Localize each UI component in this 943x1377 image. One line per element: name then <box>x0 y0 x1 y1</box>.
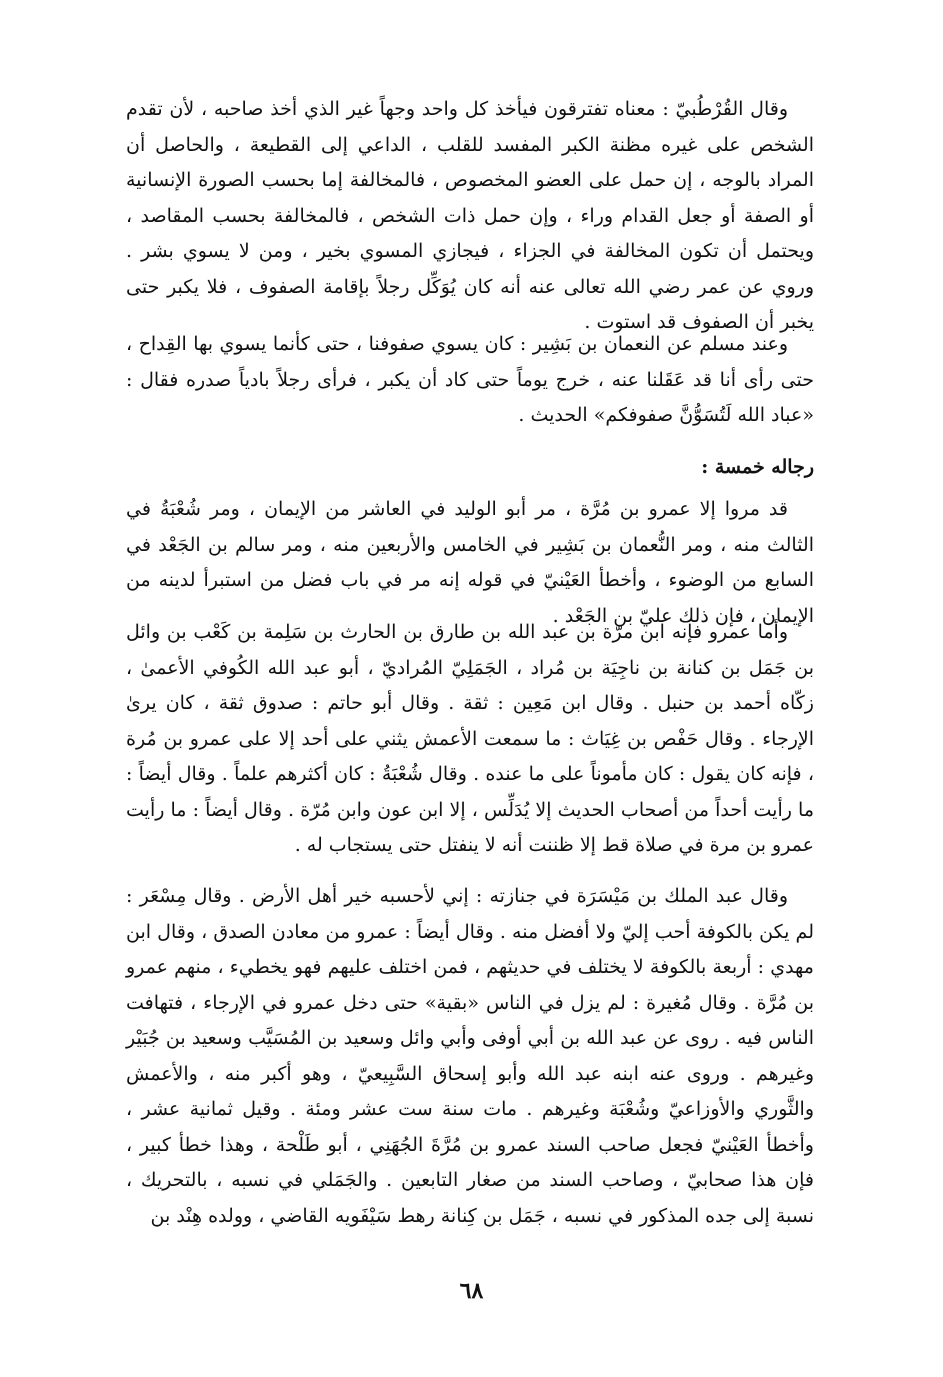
section-heading-block <box>126 450 814 486</box>
page-number: ٦٨ <box>459 1278 484 1304</box>
paragraph-amr-bin-murra <box>126 615 814 864</box>
section-heading: رجاله خمسة : <box>701 456 814 478</box>
paragraph-text: وأما عمرو فإنه ابن مرّة بن عبد الله بن طارق بن الحارث بن سَلِمة بن كَعْب بن وائل بن جَمَل بن كنانة بن ناجِيَة بن مُراد ، الجَمَلِيّ المُراديّ ، أبو عبد الله الكُوفي الأعمىٰ ، زكّاه أحمد بن حنبل . وقال ابن مَعِين : ثقة . وقال أبو حاتم : صدوق ثقة ، كان يرىٰ الإرجاء . وقال حَفْص بن غِيَاث : ما سمعت الأعمش يثني على أحد إلا على عمرو بن مُرة ، فإنه كان يقول : كان مأموناً على ما عنده . وقال شُعْبَةُ : كان أكثرهم علماً . وقال أيضاً : ما رأيت أحداً من أصحاب الحديث إلا يُدَلِّس ، إلا ابن عون وابن مُرّة . وقال أيضاً : ما رأيت عمرو بن مرة في صلاة قط إلا ظننت أنه لا ينفتل حتى يستجاب له . <box>126 621 814 856</box>
paragraph-muslim-numan <box>126 327 814 434</box>
paragraph-text: وقال عبد الملك بن مَيْسَرَة في جنازته : إني لأحسبه خير أهل الأرض . وقال مِسْعَر : لم يكن بالكوفة أحب إليّ ولا أفضل منه . وقال أيضاً : عمرو من معادن الصدق ، وقال ابن مهدي : أربعة بالكوفة لا يختلف في حديثهم ، فمن اختلف عليهم فهو يخطيء ، منهم عمرو بن مُرَّة . وقال مُغيرة : لم يزل في الناس «بقية» حتى دخل عمرو في الإرجاء ، فتهافت الناس فيه . روى عن عبد الله بن أبي أوفى وأبي وائل وسعيد بن المُسَيَّب وسعيد بن جُبَيْر وغيرهم . وروى عنه ابنه عبد الله وأبو إسحاق السَّبِيعيّ ، وهو أكبر منه ، والأعمش والثَّوري والأوزاعيّ وشُعْبَة وغيرهم . مات سنة ست عشر ومئة . وقيل ثمانية عشر ، وأخطأ العَيْنيّ فجعل صاحب السند عمرو بن مُرَّةَ الجُهَنِي ، أبو طَلْحة ، وهذا خطأ كبير ، فإن هذا صحابيّ ، وصاحب السند من صغار التابعين . والجَمَلي في نسبه ، بالتحريك ، نسبة إلى جده المذكور في نسبه ، جَمَل بن كِنانة رهط سَيْفَويه القاضي ، وولده هِنْد بن <box>126 885 814 1227</box>
paragraph-text: وعند مسلم عن النعمان بن بَشِير : كان يسوي صفوفنا ، حتى كأنما يسوي بها القِداح ، حتى رأى أنا قد عَقَلنا عنه ، خرج يوماً حتى كاد أن يكبر ، فرأى رجلاً بادياً صدره فقال : «عباد الله لَتُسَوُّنَّ صفوفكم» الحديث . <box>126 333 814 426</box>
paragraph-text: وقال القُرْطُبيّ : معناه تفترقون فيأخذ كل واحد وجهاً غير الذي أخذ صاحبه ، لأن تقدم الشخص على غيره مظنة الكبر المفسد للقلب ، الداعي إلى القطيعة ، والحاصل أن المراد بالوجه ، إن حمل على العضو المخصوص ، فالمخالفة إما بحسب الصورة الإنسانية أو الصفة أو جعل القدام وراء ، وإن حمل ذات الشخص ، فالمخالفة بحسب المقاصد ، ويحتمل أن تكون المخالفة في الجزاء ، فيجازي المسوي بخير ، ومن لا يسوي بشر . وروي عن عمر رضي الله تعالى عنه أنه كان يُوَكِّل رجلاً بإقامة الصفوف ، فلا يكبر حتى يخبر أن الصفوف قد استوت . <box>126 98 814 333</box>
paragraph-abd-al-malik <box>126 879 814 1234</box>
paragraph-text: قد مروا إلا عمرو بن مُرَّة ، مر أبو الوليد في العاشر من الإيمان ، ومر شُعْبَةُ في الثالث منه ، ومر النُّعمان بن بَشِير في الخامس والأربعين منه ، ومر سالم بن الجَعْد في السابع من الوضوء ، وأخطأ العَيْنيّ في قوله إنه مر في باب فضل من استبرأ لدينه من الإيمان ، فإن ذلك عليّ بن الجَعْد . <box>126 498 814 627</box>
paragraph-narrators <box>126 492 814 634</box>
paragraph-qurtubi <box>126 92 814 341</box>
